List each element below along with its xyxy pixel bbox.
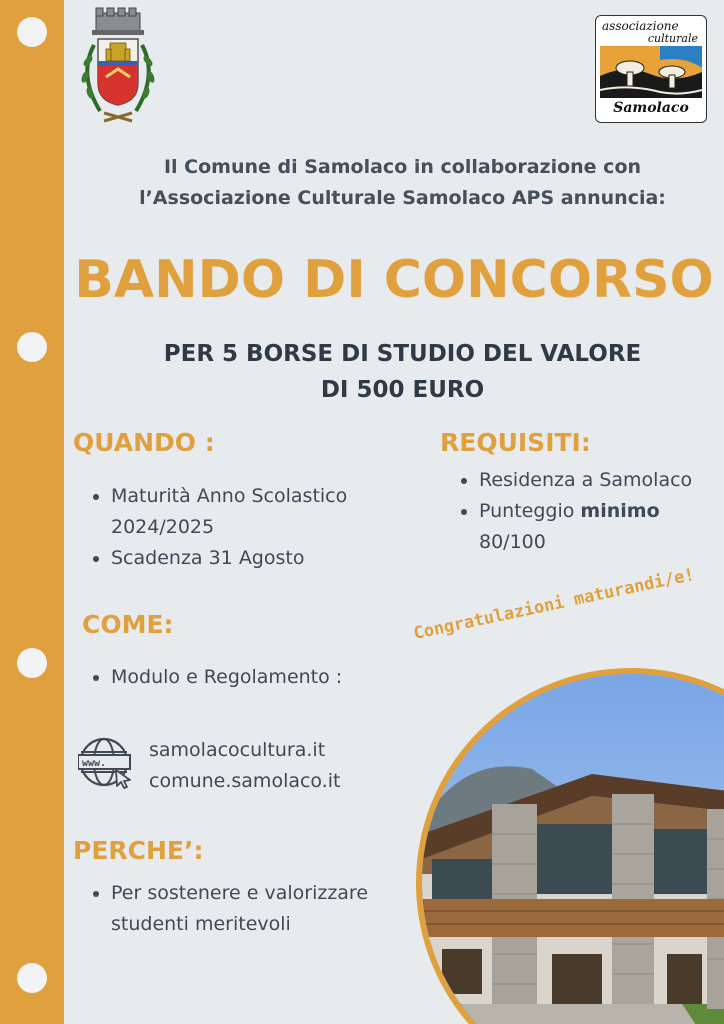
website-links bbox=[149, 735, 341, 797]
list-item bbox=[456, 496, 716, 558]
perche-list bbox=[88, 878, 378, 940]
binder-hole bbox=[17, 332, 47, 362]
list-item: Scadenza 31 Agosto bbox=[88, 543, 388, 574]
building-photo bbox=[416, 668, 724, 1024]
binder-hole bbox=[17, 648, 47, 678]
binder-hole bbox=[17, 17, 47, 47]
mushroom-art-icon bbox=[600, 46, 702, 98]
subtitle bbox=[90, 336, 715, 408]
web-icon-text: www. bbox=[82, 758, 107, 769]
requisiti-item2-pre: Punteggio bbox=[479, 500, 581, 522]
subtitle-line-2: DI 500 EURO bbox=[320, 377, 485, 403]
list-item: Modulo e Regolamento : bbox=[88, 662, 348, 693]
coat-of-arms-logo bbox=[70, 5, 170, 130]
link-comune-samolaco[interactable]: comune.samolaco.it bbox=[149, 770, 341, 792]
binder-strip bbox=[0, 0, 64, 1024]
come-heading: COME: bbox=[82, 610, 174, 639]
association-logo-line2: culturale bbox=[647, 32, 698, 45]
binder-hole bbox=[17, 963, 47, 993]
association-logo bbox=[595, 15, 707, 123]
intro-line-2: l’Associazione Culturale Samolaco APS annuncia: bbox=[139, 187, 666, 209]
requisiti-list bbox=[456, 465, 716, 558]
congratulations-text: Congratulazioni maturandi/e! bbox=[411, 564, 697, 644]
list-item: Per sostenere e valorizzare studenti meritevoli bbox=[88, 878, 378, 940]
page-title: BANDO DI CONCORSO bbox=[74, 250, 714, 310]
intro-text bbox=[90, 152, 715, 214]
list-item: Maturità Anno Scolastico 2024/2025 bbox=[88, 481, 388, 543]
perche-heading: PERCHE’: bbox=[73, 836, 204, 865]
requisiti-item2-bold: minimo bbox=[580, 500, 660, 522]
quando-list bbox=[88, 481, 388, 574]
link-samolacocultura[interactable]: samolacocultura.it bbox=[149, 739, 326, 761]
association-logo-line3: Samolaco bbox=[613, 100, 689, 116]
come-list bbox=[88, 662, 348, 693]
subtitle-line-1: PER 5 BORSE DI STUDIO DEL VALORE bbox=[163, 341, 642, 367]
quando-heading: QUANDO : bbox=[73, 428, 215, 457]
requisiti-item2-post: 80/100 bbox=[479, 531, 546, 553]
intro-line-1: Il Comune di Samolaco in collaborazione con bbox=[163, 156, 642, 178]
association-logo-line1: associazione bbox=[602, 19, 679, 33]
requisiti-heading: REQUISITI: bbox=[440, 428, 591, 457]
web-globe-icon bbox=[78, 736, 134, 790]
list-item: Residenza a Samolaco bbox=[456, 465, 716, 496]
